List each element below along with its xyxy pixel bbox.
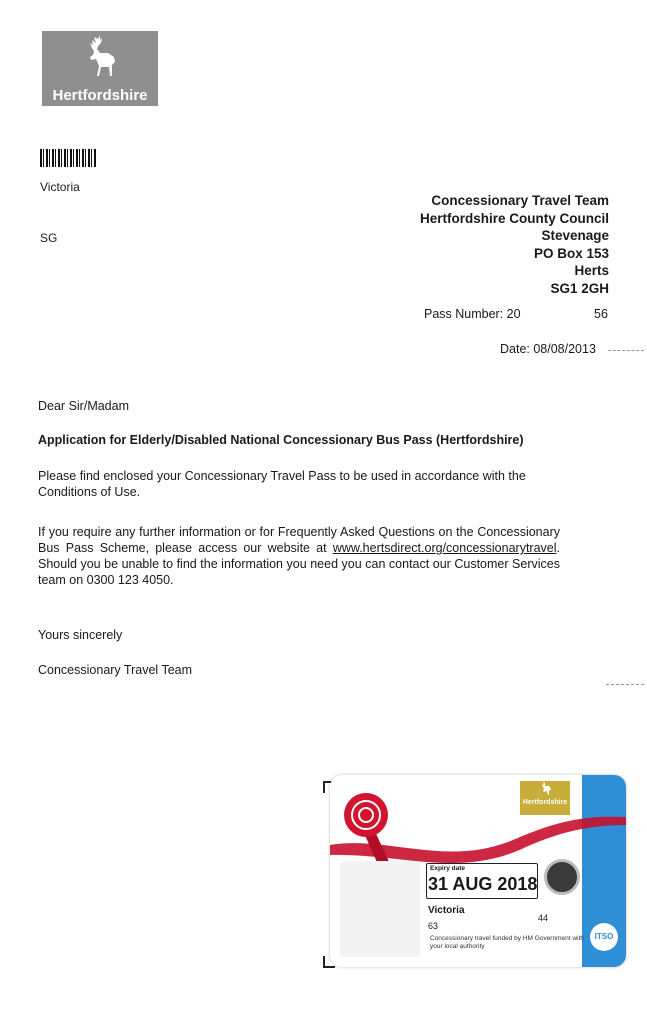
sender-line: Hertfordshire County Council — [419, 210, 609, 226]
closing: Yours sincerely — [38, 628, 123, 642]
logo-text: Hertfordshire — [52, 87, 148, 104]
expiry-date: 31 AUG 2018 — [428, 874, 538, 894]
paragraph-1: Please find enclosed your Concessionary Travel Pass to be used in accordance with the Conditions of Use. — [38, 469, 526, 499]
recipient-name: Victoria — [40, 180, 80, 194]
camera-chip-icon — [544, 859, 580, 895]
letter-date: Date: 08/08/2013 — [500, 342, 596, 356]
stag-icon — [537, 781, 553, 797]
fold-mark — [608, 350, 644, 351]
sender-address — [420, 192, 609, 297]
expiry-label: Expiry date — [430, 865, 466, 872]
paragraph-2-end: . Should you be unable to find the information you need you can contact our Customer Services team on 0300 123 4050. — [38, 541, 560, 587]
fold-mark — [606, 684, 644, 685]
pass-number-tail: 56 — [594, 307, 608, 321]
recipient-postcode: SG — [40, 231, 58, 245]
sender-line: PO Box 153 — [533, 245, 609, 261]
sender-line: Stevenage — [541, 228, 609, 243]
funded-text: Concessionary travel funded by HM Government with your local authority — [430, 935, 584, 950]
card-logo-text: Hertfordshire — [522, 799, 568, 806]
sender-line: Concessionary Travel Team — [431, 193, 609, 208]
salutation: Dear Sir/Madam — [38, 399, 129, 413]
barcode — [40, 149, 96, 167]
pass-number-label: Pass Number: 20 — [424, 307, 521, 321]
website-link[interactable]: www.hertsdirect.org/concessionarytravel — [332, 541, 557, 555]
paragraph-2-start: If you require any further information or for Frequently Asked Questions on the Concessionary Bus Pass Scheme, please access our website at — [38, 525, 560, 555]
itso-badge: ITSO — [590, 923, 618, 951]
card-number-start: 63 — [428, 921, 439, 931]
stag-icon — [72, 33, 128, 85]
photo-placeholder — [340, 861, 420, 957]
paragraph-2 — [38, 524, 560, 588]
sender-line: SG1 2GH — [550, 280, 609, 296]
bus-pass-card — [330, 775, 626, 967]
letter-subject: Application for Elderly/Disabled National Concessionary Bus Pass (Hertfordshire) — [38, 433, 524, 447]
sender-line: Herts — [574, 263, 609, 278]
card-logo — [520, 781, 570, 815]
card-holder-name: Victoria — [428, 905, 465, 916]
hertfordshire-logo — [42, 31, 158, 106]
signature: Concessionary Travel Team — [38, 663, 193, 677]
card-number-end: 44 — [538, 913, 549, 923]
